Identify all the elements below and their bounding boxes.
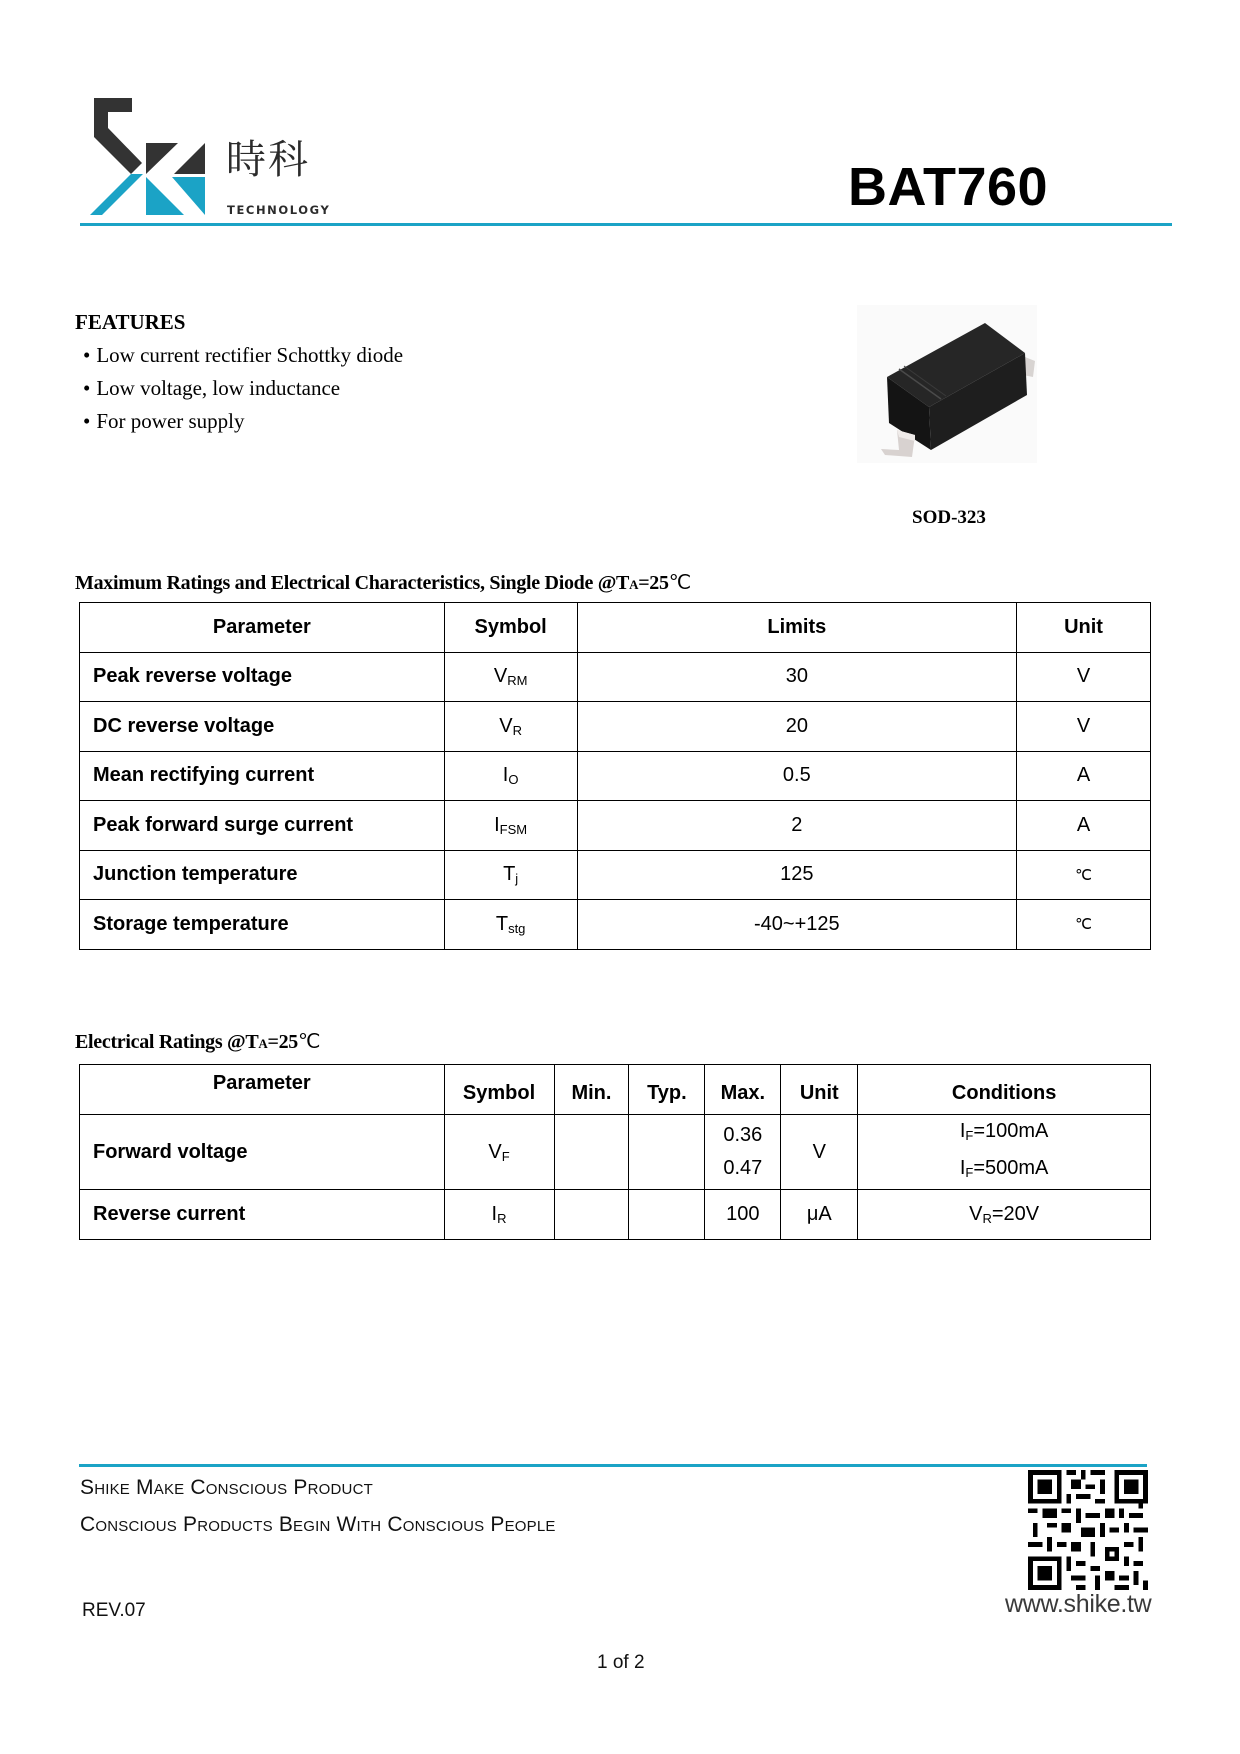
table-row	[80, 900, 1151, 950]
electrical-ratings-table	[79, 1064, 1151, 1240]
symbol-cell: $V_R$	[444, 702, 577, 752]
symbol-cell: $I_{FSM}$	[444, 801, 577, 851]
column-header-unit: Unit	[1017, 603, 1151, 653]
header-divider	[80, 223, 1172, 226]
max-ratings-title: Maximum Ratings and Electrical Characteristics, Single Diode @TA=25℃	[75, 572, 691, 594]
package-label: SOD-323	[912, 507, 986, 528]
part-number-title: BAT760	[848, 157, 1049, 217]
symbol-cell: $T_j$	[444, 850, 577, 900]
parameter-cell: Junction temperature	[80, 850, 445, 900]
column-header-limits: Limits	[577, 603, 1017, 653]
features-section	[75, 310, 403, 438]
table-row	[80, 702, 1151, 752]
website-link[interactable]: www.shike.tw	[1005, 1590, 1152, 1618]
table-row	[80, 751, 1151, 801]
typ-cell	[629, 1190, 705, 1240]
max-cell: 0.36 0.47	[705, 1115, 781, 1190]
parameter-cell: Reverse current	[80, 1190, 445, 1240]
typ-cell	[629, 1115, 705, 1190]
table-header-row	[80, 603, 1151, 653]
feature-item: • For power supply	[75, 405, 403, 438]
table-row	[80, 1190, 1151, 1240]
table-row	[80, 652, 1151, 702]
unit-cell: V	[1017, 702, 1151, 752]
limit-cell: 30	[577, 652, 1017, 702]
unit-cell: ℃	[1017, 850, 1151, 900]
column-header-symbol: Symbol	[444, 1065, 554, 1115]
parameter-cell: Forward voltage	[80, 1115, 445, 1190]
qr-code-icon	[1028, 1470, 1148, 1590]
symbol-cell: $V_F$	[444, 1115, 554, 1190]
column-header-max: Max.	[705, 1065, 781, 1115]
parameter-cell: Mean rectifying current	[80, 751, 445, 801]
table-header-row	[80, 1065, 1151, 1115]
table-row	[80, 850, 1151, 900]
unit-cell: A	[1017, 751, 1151, 801]
page-indicator: 1 of 2	[597, 1652, 645, 1673]
symbol-cell: $V_{RM}$	[444, 652, 577, 702]
symbol-cell: $I_O$	[444, 751, 577, 801]
unit-cell: ℃	[1017, 900, 1151, 950]
max-ratings-table	[79, 602, 1151, 950]
parameter-cell: DC reverse voltage	[80, 702, 445, 752]
shike-logo-icon	[82, 95, 207, 217]
slogan-line-1: Shike Make Conscious Product	[80, 1476, 373, 1499]
footer-divider	[79, 1464, 1147, 1467]
column-header-min: Min.	[554, 1065, 629, 1115]
column-header-unit: Unit	[781, 1065, 858, 1115]
electrical-ratings-title: Electrical Ratings @TA=25℃	[75, 1031, 321, 1053]
unit-cell: μA	[781, 1190, 858, 1240]
logo-technology-text: TECHNOLOGY	[227, 203, 331, 217]
parameter-cell: Peak forward surge current	[80, 801, 445, 851]
parameter-cell: Peak reverse voltage	[80, 652, 445, 702]
column-header-parameter: Parameter	[80, 603, 445, 653]
limit-cell: 125	[577, 850, 1017, 900]
parameter-cell: Storage temperature	[80, 900, 445, 950]
conditions-cell: $I_F=100mA$ $I_F=500mA$	[858, 1115, 1151, 1190]
column-header-conditions: Conditions	[858, 1065, 1151, 1115]
features-title: FEATURES	[75, 310, 186, 334]
conditions-cell: $V_R=20V$	[858, 1190, 1151, 1240]
symbol-cell: $I_R$	[444, 1190, 554, 1240]
table-row	[80, 1115, 1151, 1190]
unit-cell: A	[1017, 801, 1151, 851]
limit-cell: 2	[577, 801, 1017, 851]
column-header-typ: Typ.	[629, 1065, 705, 1115]
features-list	[75, 339, 403, 438]
limit-cell: 0.5	[577, 751, 1017, 801]
unit-cell: V	[1017, 652, 1151, 702]
symbol-cell: $T_{stg}$	[444, 900, 577, 950]
limit-cell: -40~+125	[577, 900, 1017, 950]
column-header-symbol: Symbol	[444, 603, 577, 653]
max-cell: 100	[705, 1190, 781, 1240]
feature-item: • Low voltage, low inductance	[75, 372, 403, 405]
min-cell	[554, 1115, 629, 1190]
unit-cell: V	[781, 1115, 858, 1190]
feature-item: • Low current rectifier Schottky diode	[75, 339, 403, 372]
logo-chinese-name: 時科	[226, 137, 310, 183]
package-photo	[857, 305, 1037, 463]
table-row	[80, 801, 1151, 851]
revision-label: REV.07	[82, 1600, 146, 1621]
min-cell	[554, 1190, 629, 1240]
slogan-line-2: Conscious Products Begin With Conscious People	[80, 1513, 556, 1536]
limit-cell: 20	[577, 702, 1017, 752]
column-header-parameter: Parameter	[80, 1065, 445, 1115]
